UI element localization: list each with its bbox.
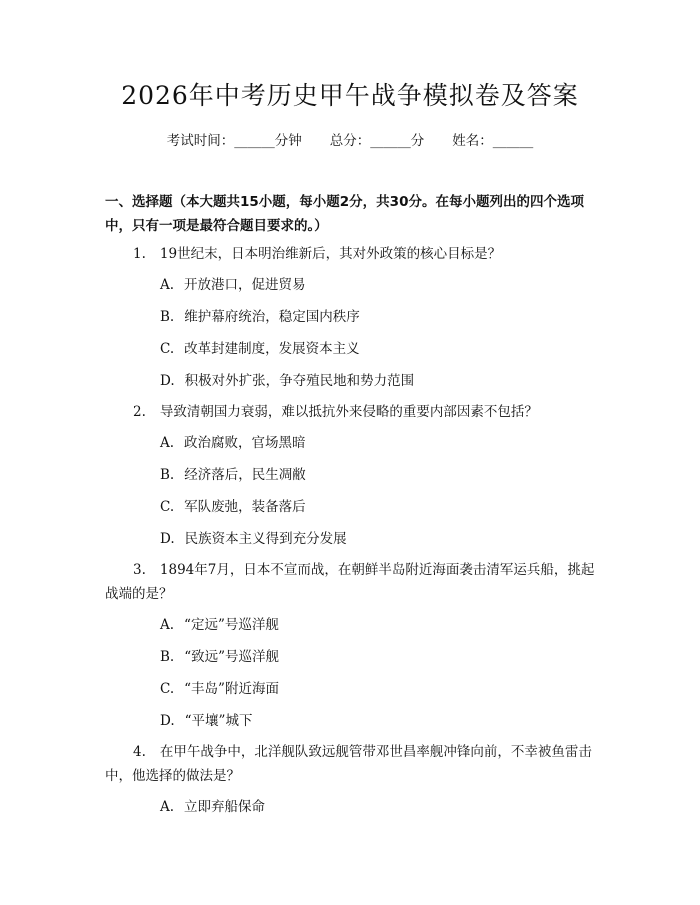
question-4-option-a (160, 797, 265, 817)
question-2-option-c (160, 497, 306, 517)
question-3-option-d (160, 711, 252, 731)
option-text: “致远”号巡洋舰 (184, 649, 280, 665)
question-1-option-d (160, 371, 414, 391)
question-number: 4. (133, 744, 146, 760)
option-letter: D. (160, 373, 175, 389)
option-text: 军队废弛，装备落后 (184, 499, 306, 515)
question-number: 3. (133, 562, 146, 578)
page-title: 2026年中考历史甲午战争模拟卷及答案 (121, 81, 579, 110)
option-text: 开放港口，促进贸易 (184, 277, 306, 293)
option-text: “平壤”城下 (184, 713, 253, 729)
question-number: 2. (133, 404, 146, 420)
option-text: “丰岛”附近海面 (184, 681, 279, 697)
question-2-option-b (160, 465, 306, 485)
option-letter: D. (160, 531, 175, 547)
question-text: 1894年7月，日本不宣而战，在朝鲜半岛附近海面袭击清军运兵船，挑起战端的是？ (105, 562, 595, 602)
question-1 (105, 242, 605, 266)
question-3-option-a (160, 615, 279, 635)
option-text: 政治腐败，官场黑暗 (184, 435, 306, 451)
option-text: 改革封建制度，发展资本主义 (184, 341, 360, 357)
option-text: 积极对外扩张，争夺殖民地和势力范围 (184, 373, 415, 389)
question-1-option-b (160, 307, 360, 327)
option-letter: C. (160, 681, 175, 697)
question-4 (105, 740, 605, 788)
option-letter: D. (160, 713, 175, 729)
option-letter: A. (160, 617, 175, 633)
option-text: “定远”号巡洋舰 (184, 617, 279, 633)
question-2 (105, 400, 605, 424)
question-1-option-a (160, 275, 306, 295)
option-text: 经济落后，民生凋敝 (184, 467, 306, 483)
question-text: 19世纪末，日本明治维新后，其对外政策的核心目标是？ (159, 246, 502, 262)
option-letter: A. (160, 277, 175, 293)
question-2-option-d (160, 529, 347, 549)
option-letter: B. (160, 649, 175, 665)
question-3 (105, 558, 605, 606)
option-text: 民族资本主义得到充分发展 (184, 531, 347, 547)
option-text: 维护幕府统治，稳定国内秩序 (184, 309, 360, 325)
exam-time-field: 考试时间：______分钟 (166, 133, 302, 149)
option-letter: A. (160, 435, 175, 451)
question-number: 1. (133, 246, 146, 262)
question-2-option-a (160, 433, 306, 453)
option-letter: B. (160, 467, 175, 483)
option-letter: C. (160, 341, 175, 357)
option-letter: C. (160, 499, 175, 515)
question-3-option-b (160, 647, 279, 667)
question-text: 导致清朝国力衰弱，难以抵抗外来侵略的重要内部因素不包括？ (159, 404, 538, 420)
option-letter: A. (160, 799, 175, 815)
total-score-field: 总分：______分 (329, 133, 425, 149)
exam-info-line (0, 131, 700, 151)
section-heading: 一、选择题（本大题共15小题，每小题2分，共30分。在每小题列出的四个选项中，只有一项是最符合题目要求的。） (105, 194, 584, 234)
option-letter: B. (160, 309, 175, 325)
question-text: 在甲午战争中，北洋舰队致远舰管带邓世昌率舰冲锋向前，不幸被鱼雷击中，他选择的做法是？ (105, 744, 592, 784)
question-3-option-c (160, 679, 279, 699)
question-1-option-c (160, 339, 360, 359)
option-text: 立即弃船保命 (184, 799, 266, 815)
student-name-field: 姓名：______ (452, 133, 534, 149)
